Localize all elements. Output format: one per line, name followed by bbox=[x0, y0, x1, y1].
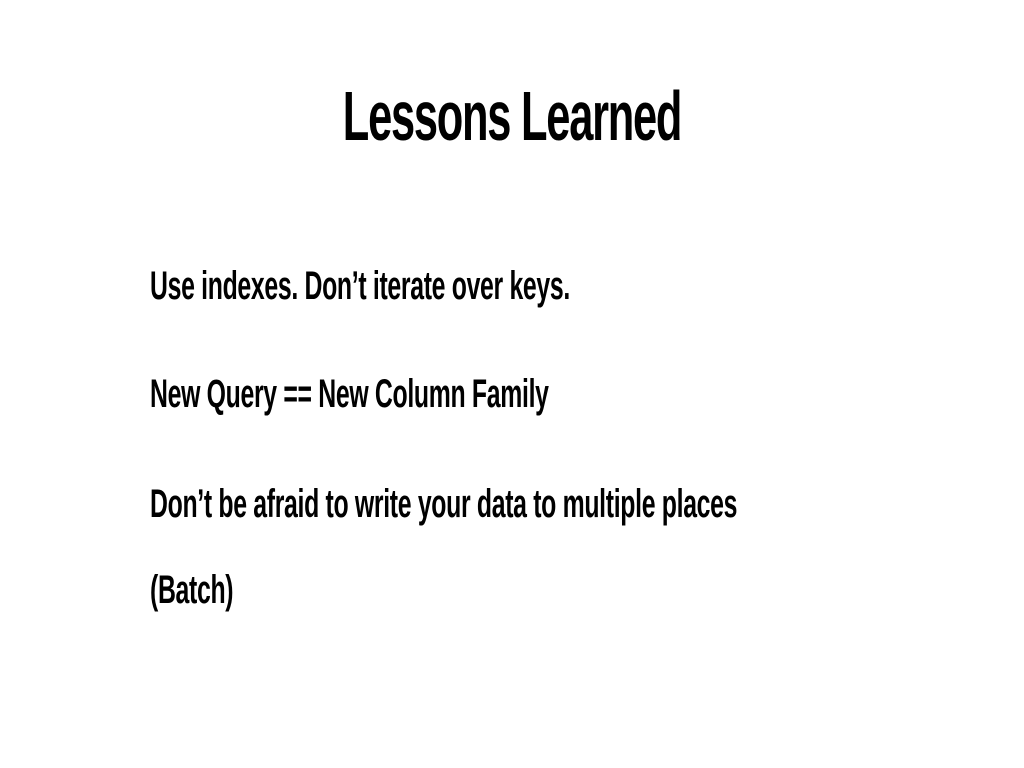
bullet-batch: (Batch) bbox=[150, 568, 234, 612]
slide-title: Lessons Learned bbox=[342, 77, 682, 155]
bullet-new-query: New Query == New Column Family bbox=[150, 372, 549, 416]
bullet-write-multiple-places: Don’t be afraid to write your data to multiple places bbox=[150, 482, 738, 526]
bullet-use-indexes: Use indexes. Don’t iterate over keys. bbox=[150, 264, 570, 308]
